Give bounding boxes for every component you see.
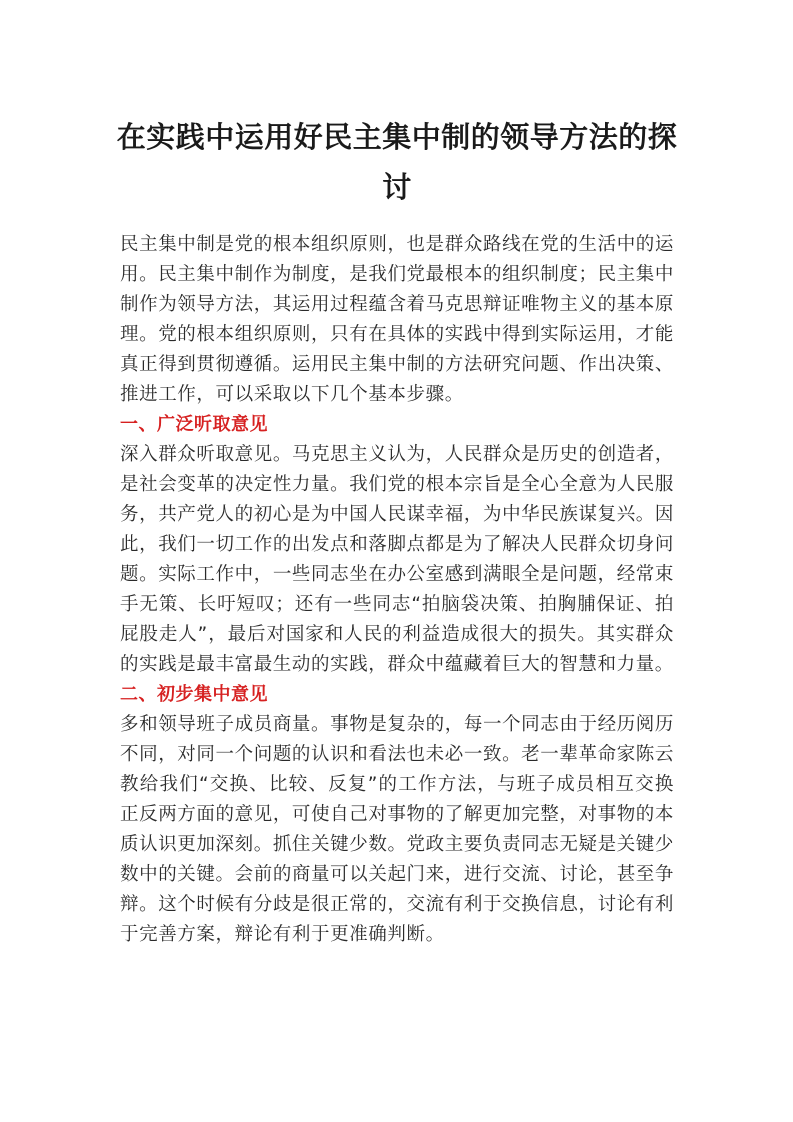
document-body: [120, 230, 674, 950]
section-heading-2: 二、初步集中意见: [120, 684, 268, 705]
section-heading-1: 一、广泛听取意见: [120, 414, 268, 435]
section-2-paragraph: 多和领导班子成员商量。事物是复杂的，每一个同志由于经历阅历不同，对同一个问题的认识和看法也未必一致。老一辈革命家陈云教给我们“交换、比较、反复”的工作方法，与班子成员相互交换正反两方面的意见，可使自己对事物的了解更加完整，对事物的本质认识更加深刻。抓住关键少数。党政主要负责同志无疑是关键少数中的关键。会前的商量可以关起门来，进行交流、讨论，甚至争辩。这个时候有分歧是很正常的，交流有利于交换信息，讨论有利于完善方案，辩论有利于更准确判断。: [120, 714, 674, 945]
document-title: 在实践中运用好民主集中制的领导方法的探讨: [116, 120, 678, 204]
section-1-paragraph: 深入群众听取意见。马克思主义认为，人民群众是历史的创造者，是社会变革的决定性力量。我们党的根本宗旨是全心全意为人民服务，共产党人的初心是为中国人民谋幸福，为中华民族谋复兴。因此，我们一切工作的出发点和落脚点都是为了解决人民群众切身问题。实际工作中，一些同志坐在办公室感到满眼全是问题，经常束手无策、长吁短叹；还有一些同志“拍脑袋决策、拍胸脯保证、拍屁股走人”，最后对国家和人民的利益造成很大的损失。其实群众的实践是最丰富最生动的实践，群众中蕴藏着巨大的智慧和力量。: [120, 444, 674, 675]
intro-paragraph: 民主集中制是党的根本组织原则，也是群众路线在党的生活中的运用。民主集中制作为制度，是我们党最根本的组织制度；民主集中制作为领导方法，其运用过程蕴含着马克思辩证唯物主义的基本原理。党的根本组织原则，只有在具体的实践中得到实际运用，才能真正得到贯彻遵循。运用民主集中制的方法研究问题、作出决策、推进工作，可以采取以下几个基本步骤。: [120, 234, 674, 405]
